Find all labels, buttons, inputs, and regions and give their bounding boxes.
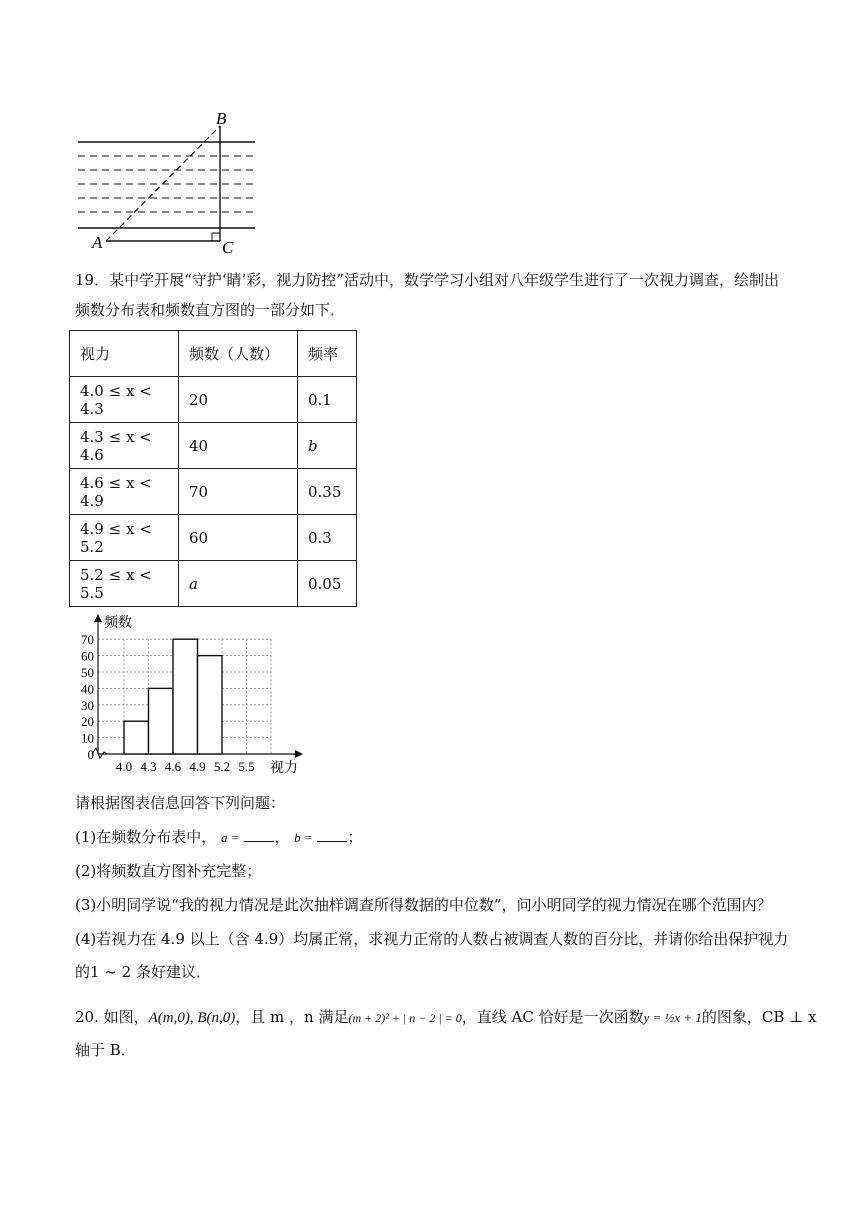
table-row xyxy=(70,515,357,561)
table-row xyxy=(70,423,357,469)
y-axis-label: 频数 xyxy=(104,616,132,631)
table-row-cell: 5.2 ≤ x < 5.5 xyxy=(70,561,179,607)
frequency-table xyxy=(69,330,357,607)
q20-points: A(m,0), B(n,0) xyxy=(148,1010,236,1026)
part1-b-label: b = xyxy=(294,830,313,845)
axis-break-mark xyxy=(92,748,107,758)
table-row-cell: 40 xyxy=(179,423,298,469)
q19-intro-line2: 频数分布表和频数直方图的一部分如下． xyxy=(75,301,346,319)
table-row-cell: 4.0 ≤ x < 4.3 xyxy=(70,377,179,423)
q19-part4-line2: 的1 ~ 2 条好建议． xyxy=(75,963,211,981)
table-row xyxy=(70,561,357,607)
table-header-row-cell: 视力 xyxy=(70,331,179,377)
table-row xyxy=(70,469,357,515)
x-tick-label: 4.6 xyxy=(164,759,182,774)
label-A: A xyxy=(92,233,103,252)
q20-end: 的图象，CB ⊥ x xyxy=(701,1008,817,1026)
histogram-bar xyxy=(173,639,198,754)
y-tick-label: 70 xyxy=(81,632,94,648)
table-row-cell: 0.05 xyxy=(298,561,357,607)
q19-intro-line1: 19．某中学开展“守护‘睛’彩，视力防控”活动中，数学学习小组对八年级学生进行了一次视力调查，绘制出 xyxy=(75,271,779,289)
histogram-bar xyxy=(124,721,149,754)
y-tick-label: 40 xyxy=(81,681,94,697)
x-tick-label: 4.9 xyxy=(189,759,206,774)
part1-end: ； xyxy=(347,828,363,846)
histogram-bar xyxy=(149,688,174,754)
q19-part4-line1: (4)若视力在 4.9 以上（含 4.9）均属正常，求视力正常的人数占被调查人数的百分比，并请你给出保护视力 xyxy=(75,930,789,948)
q20-mid: ，且 m ，n 满足 xyxy=(235,1008,349,1026)
y-tick-label: 50 xyxy=(81,665,94,680)
table-row-cell: 20 xyxy=(179,377,298,423)
q19-part3: (3)小明同学说“我的视力情况是此次抽样调查所得数据的中位数”，问小明同学的视力情况在哪个范围内？ xyxy=(75,896,772,914)
x-axis-label: 视力 xyxy=(270,761,298,776)
y-tick-label: 10 xyxy=(81,730,94,746)
table-row-cell: 4.6 ≤ x < 4.9 xyxy=(70,469,179,515)
label-B: B xyxy=(216,109,227,128)
parallel-lines-figure xyxy=(70,108,270,258)
y-tick-label: 20 xyxy=(81,714,94,730)
q19-part2: (2)将频数直方图补充完整； xyxy=(75,862,262,880)
part1-prefix: (1)在频数分布表中， xyxy=(75,828,217,846)
table-row-cell: 4.9 ≤ x < 5.2 xyxy=(70,515,179,561)
table-row-cell: b xyxy=(298,423,357,469)
x-tick-label: 5.2 xyxy=(213,759,231,774)
q20-function: y = ½x + 1 xyxy=(643,1010,702,1025)
q19-prompt: 请根据图表信息回答下列问题： xyxy=(75,794,286,812)
table-row xyxy=(70,377,357,423)
table-row-cell: 60 xyxy=(179,515,298,561)
table-header-row xyxy=(70,331,357,377)
q20-mid2: ，直线 AC 恰好是一次函数 xyxy=(461,1008,644,1026)
table-header-row-cell: 频率 xyxy=(298,331,357,377)
table-row-cell: 0.3 xyxy=(298,515,357,561)
q19-part1 xyxy=(75,827,362,848)
x-tick-label: 4.3 xyxy=(140,759,157,774)
y-tick-label: 30 xyxy=(81,697,94,713)
table-row-cell: 0.1 xyxy=(298,377,357,423)
q20-line1 xyxy=(75,1002,817,1033)
y-axis-arrow xyxy=(94,614,102,622)
x-tick-label: 5.5 xyxy=(238,759,255,774)
table-row-cell: a xyxy=(179,561,298,607)
histogram-bar xyxy=(198,656,223,754)
part1-a-label: a = xyxy=(221,830,240,845)
y-tick-label: 60 xyxy=(81,648,94,664)
table-row-cell: 70 xyxy=(179,469,298,515)
answer-blank-b[interactable] xyxy=(317,827,347,842)
q20-equation: (m + 2)² + | n − 2 | = 0 xyxy=(348,1011,462,1025)
answer-blank-a[interactable] xyxy=(244,827,274,842)
table-header-row-cell: 频数（人数） xyxy=(179,331,298,377)
q20-line2: 轴于 B． xyxy=(75,1041,136,1059)
q20-prefix: 20. 如图， xyxy=(75,1008,149,1026)
table-row-cell: 0.35 xyxy=(298,469,357,515)
right-angle-mark xyxy=(212,233,220,241)
table-row-cell: 4.3 ≤ x < 4.6 xyxy=(70,423,179,469)
x-axis-arrow xyxy=(295,750,303,758)
label-C: C xyxy=(222,238,234,257)
x-tick-label: 4.0 xyxy=(115,759,133,774)
y-tick-label: 0 xyxy=(87,747,94,762)
histogram-chart xyxy=(70,612,310,780)
part1-sep: ， xyxy=(274,828,290,846)
